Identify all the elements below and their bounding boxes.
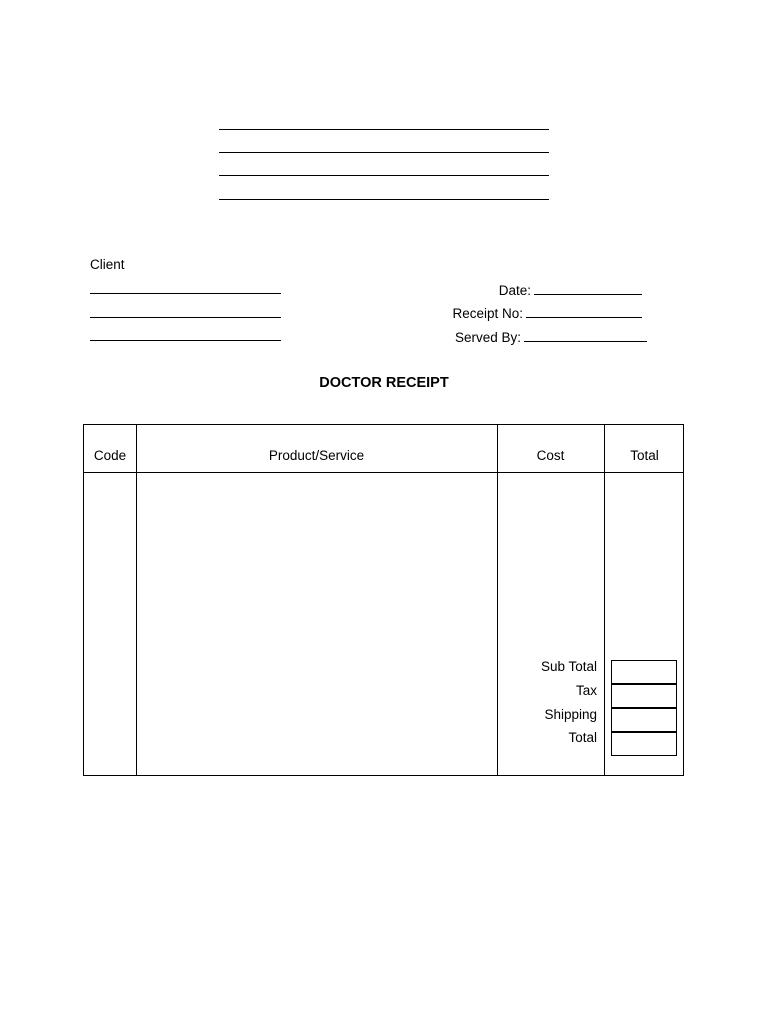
header-code: Code <box>93 448 127 463</box>
client-line-1 <box>90 293 281 294</box>
page-title: DOCTOR RECEIPT <box>319 375 449 391</box>
subtotal-box[interactable] <box>611 660 677 684</box>
shipping-box[interactable] <box>611 708 677 732</box>
column-divider-1 <box>136 425 137 775</box>
client-line-2 <box>90 317 281 318</box>
company-line-3 <box>219 175 549 176</box>
shipping-label: Shipping <box>544 707 597 722</box>
client-label: Client <box>90 257 125 272</box>
receipt-table <box>83 424 684 776</box>
subtotal-label: Sub Total <box>540 659 597 674</box>
header-total: Total <box>630 448 659 463</box>
company-line-1 <box>219 129 549 130</box>
column-divider-3 <box>604 425 605 775</box>
column-divider-2 <box>497 425 498 775</box>
served-by-field <box>455 328 647 345</box>
total-box[interactable] <box>611 732 677 756</box>
company-line-4 <box>219 199 549 200</box>
date-line <box>534 281 642 295</box>
receipt-no-field <box>452 304 642 321</box>
date-label: Date: <box>498 283 531 298</box>
header-product-service: Product/Service <box>268 448 365 463</box>
receipt-no-line <box>526 304 642 318</box>
client-line-3 <box>90 340 281 341</box>
header-cost: Cost <box>536 448 565 463</box>
date-field <box>499 281 642 298</box>
company-line-2 <box>219 152 549 153</box>
served-by-line <box>524 328 647 342</box>
total-label: Total <box>568 730 597 745</box>
served-by-label: Served By: <box>454 330 521 345</box>
tax-box[interactable] <box>611 684 677 708</box>
tax-label: Tax <box>575 683 597 698</box>
header-separator <box>84 472 683 473</box>
receipt-no-label: Receipt No: <box>452 306 523 321</box>
